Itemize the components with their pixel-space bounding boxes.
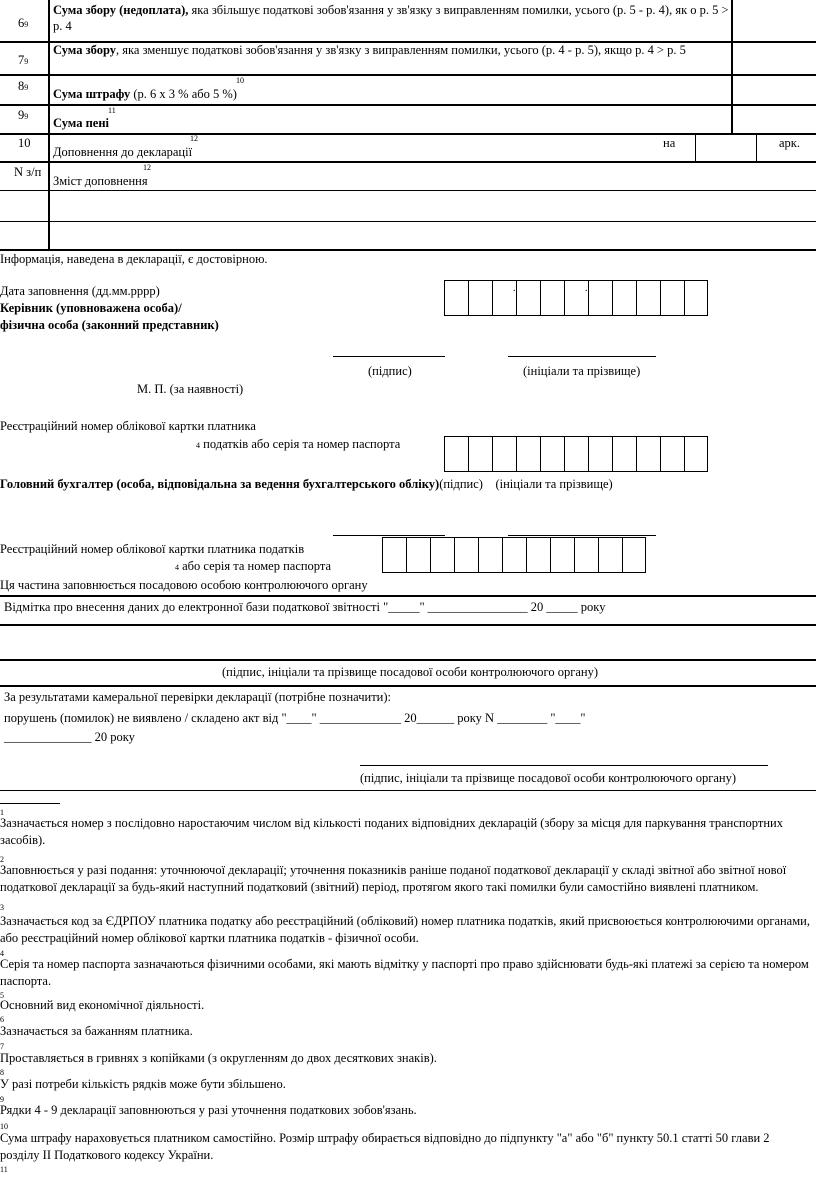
head-label-2: фізична особа (законний представник) xyxy=(0,318,219,332)
reg-number-2-cells[interactable] xyxy=(382,537,646,573)
initials-caption: (ініціали та прізвище) xyxy=(523,364,641,378)
footnote-9: Рядки 4 - 9 декларації заповнюються у разі уточнення податкових зобов'язань. xyxy=(0,1103,417,1117)
db-entry-mark: Відмітка про внесення даних до електронної бази податкової звітності "_____" ________________ 20 _____ року xyxy=(4,600,606,614)
content-header: Зміст доповнення xyxy=(53,174,148,188)
footnote-10: Сума штрафу нараховується платником самостійно. Розмір штрафу обирається відповідно до підпункту "а" або "б" пункту 50.1 статті 50 глави 2 розділу ІІ Податкового кодексу України. xyxy=(0,1131,770,1162)
footnote-7: Проставляється в гривнях з копійками (з округленням до двох десяткових знаків). xyxy=(0,1051,437,1065)
head-label: Керівник (уповноважена особа)/ xyxy=(0,301,182,315)
row-8-label: Сума штрафу (р. 6 х 3 % або 5 %) xyxy=(53,87,237,101)
footnote-2: Заповнюється у разі подання: уточнюючої декларації; уточнення показників раніше поданої податкової декларації у складі звітної або звітної нової податкової декларації за будь-який наступний податковий (звітний) період, протягом якого такі помилки були самостійно виявлені платником. xyxy=(0,863,787,894)
row-10-footnote-ref: 12 xyxy=(190,134,198,143)
date-label: Дата заповнення (дд.мм.рррр) xyxy=(0,284,160,298)
reg-number-label: Реєстраційний номер облікової картки платника xyxy=(0,419,256,433)
footnote-5: Основний вид економічної діяльності. xyxy=(0,998,205,1012)
footnote-number: 6 xyxy=(0,1015,4,1024)
row-7-label: Сума збору, яка зменшує податкові зобов'язання у зв'язку з виправленням помилки, усього (р. 4 - р. 5), якщо р. 4 > р. 5 xyxy=(53,43,686,57)
row-10-na: на xyxy=(663,136,676,150)
reg-number-label-2: 4 податків або серія та номер паспорта xyxy=(196,437,401,451)
info-statement: Інформація, наведена в декларації, є достовірною. xyxy=(0,252,268,266)
reg-number-2-label-2: 4 або серія та номер паспорта xyxy=(175,559,332,573)
row-7-number: 79 xyxy=(18,53,29,67)
footnote-number: 7 xyxy=(0,1042,4,1051)
footnote-number: 5 xyxy=(0,991,4,1000)
control-note: Ця частина заповнюється посадовою особою контролюючого органу xyxy=(0,578,368,592)
row-10-label: Доповнення до декларації xyxy=(53,145,193,159)
footnote-8: У разі потреби кількість рядків може бути збільшено. xyxy=(0,1077,286,1091)
violations-line: порушень (помилок) не виявлено / складено акт від "____" _____________ 20______ року N ________ "____" xyxy=(4,711,586,725)
footnote-number: 11 xyxy=(0,1165,8,1174)
footnote-number: 2 xyxy=(0,855,4,864)
row-8-number: 89 xyxy=(18,79,29,93)
footnote-1: Зазначається номер з послідовно наростаючим числом від кількості поданих відповідних декларацій (збору за місця для паркування транспортних засобів). xyxy=(0,816,783,847)
footnote-3: Зазначається код за ЄДРПОУ платника податку або реєстраційний (обліковий) номер платника податків, який присвоюється контролюючими органами, або реєстраційний номер облікової картки платника податків - фізичної особи. xyxy=(0,914,810,945)
date-cells[interactable]: . . xyxy=(444,280,708,316)
row-9-label: Сума пені xyxy=(53,116,110,130)
footnote-number: 8 xyxy=(0,1068,4,1077)
nzp-header: N з/п xyxy=(14,165,42,179)
review-result-label: За результатами камеральної перевірки декларації (потрібне позначити): xyxy=(4,690,391,704)
row-6-number: 69 xyxy=(18,16,29,30)
row-9-footnote-ref: 11 xyxy=(108,106,116,115)
row-9-number: 99 xyxy=(18,108,29,122)
signature-caption: (підпис) xyxy=(368,364,412,378)
stamp-label: М. П. (за наявності) xyxy=(137,382,244,396)
footnote-4: Серія та номер паспорта зазначаються фізичними особами, які мають відмітку у паспорті про право здійснювати будь-які платежі за серією та номером паспорта. xyxy=(0,957,809,988)
date-line: ______________ 20 року xyxy=(4,730,135,744)
footnote-number: 3 xyxy=(0,903,4,912)
content-footnote-ref: 12 xyxy=(143,163,151,172)
footnote-number: 10 xyxy=(0,1122,8,1131)
chief-accountant-label: Головний бухгалтер (особа, відповідальна за ведення бухгалтерського обліку)(підпис) (ініціали та прізвище) xyxy=(0,477,613,491)
official-signature-caption: (підпис, ініціали та прізвище посадової особи контролюючого органу) xyxy=(222,665,598,679)
footnote-number: 9 xyxy=(0,1095,4,1104)
footnote-6: Зазначається за бажанням платника. xyxy=(0,1024,193,1038)
row-10-number: 10 xyxy=(18,136,31,150)
official-signature-caption-2: (підпис, ініціали та прізвище посадової особи контролюючого органу) xyxy=(360,771,736,785)
reg-number-cells[interactable] xyxy=(444,436,708,472)
row-8-footnote-ref: 10 xyxy=(236,76,244,85)
footnote-number: 1 xyxy=(0,808,4,817)
row-6-label: Сума збору (недоплата), яка збільшує податкові зобов'язання у зв'язку з виправленням помилки, усього (р. 5 - р. 4), як о р. 5 > р. 4 xyxy=(53,3,729,33)
row-10-ark: арк. xyxy=(779,136,800,150)
footnote-number: 4 xyxy=(0,949,4,958)
reg-number-2-label: Реєстраційний номер облікової картки платника податків xyxy=(0,542,305,556)
